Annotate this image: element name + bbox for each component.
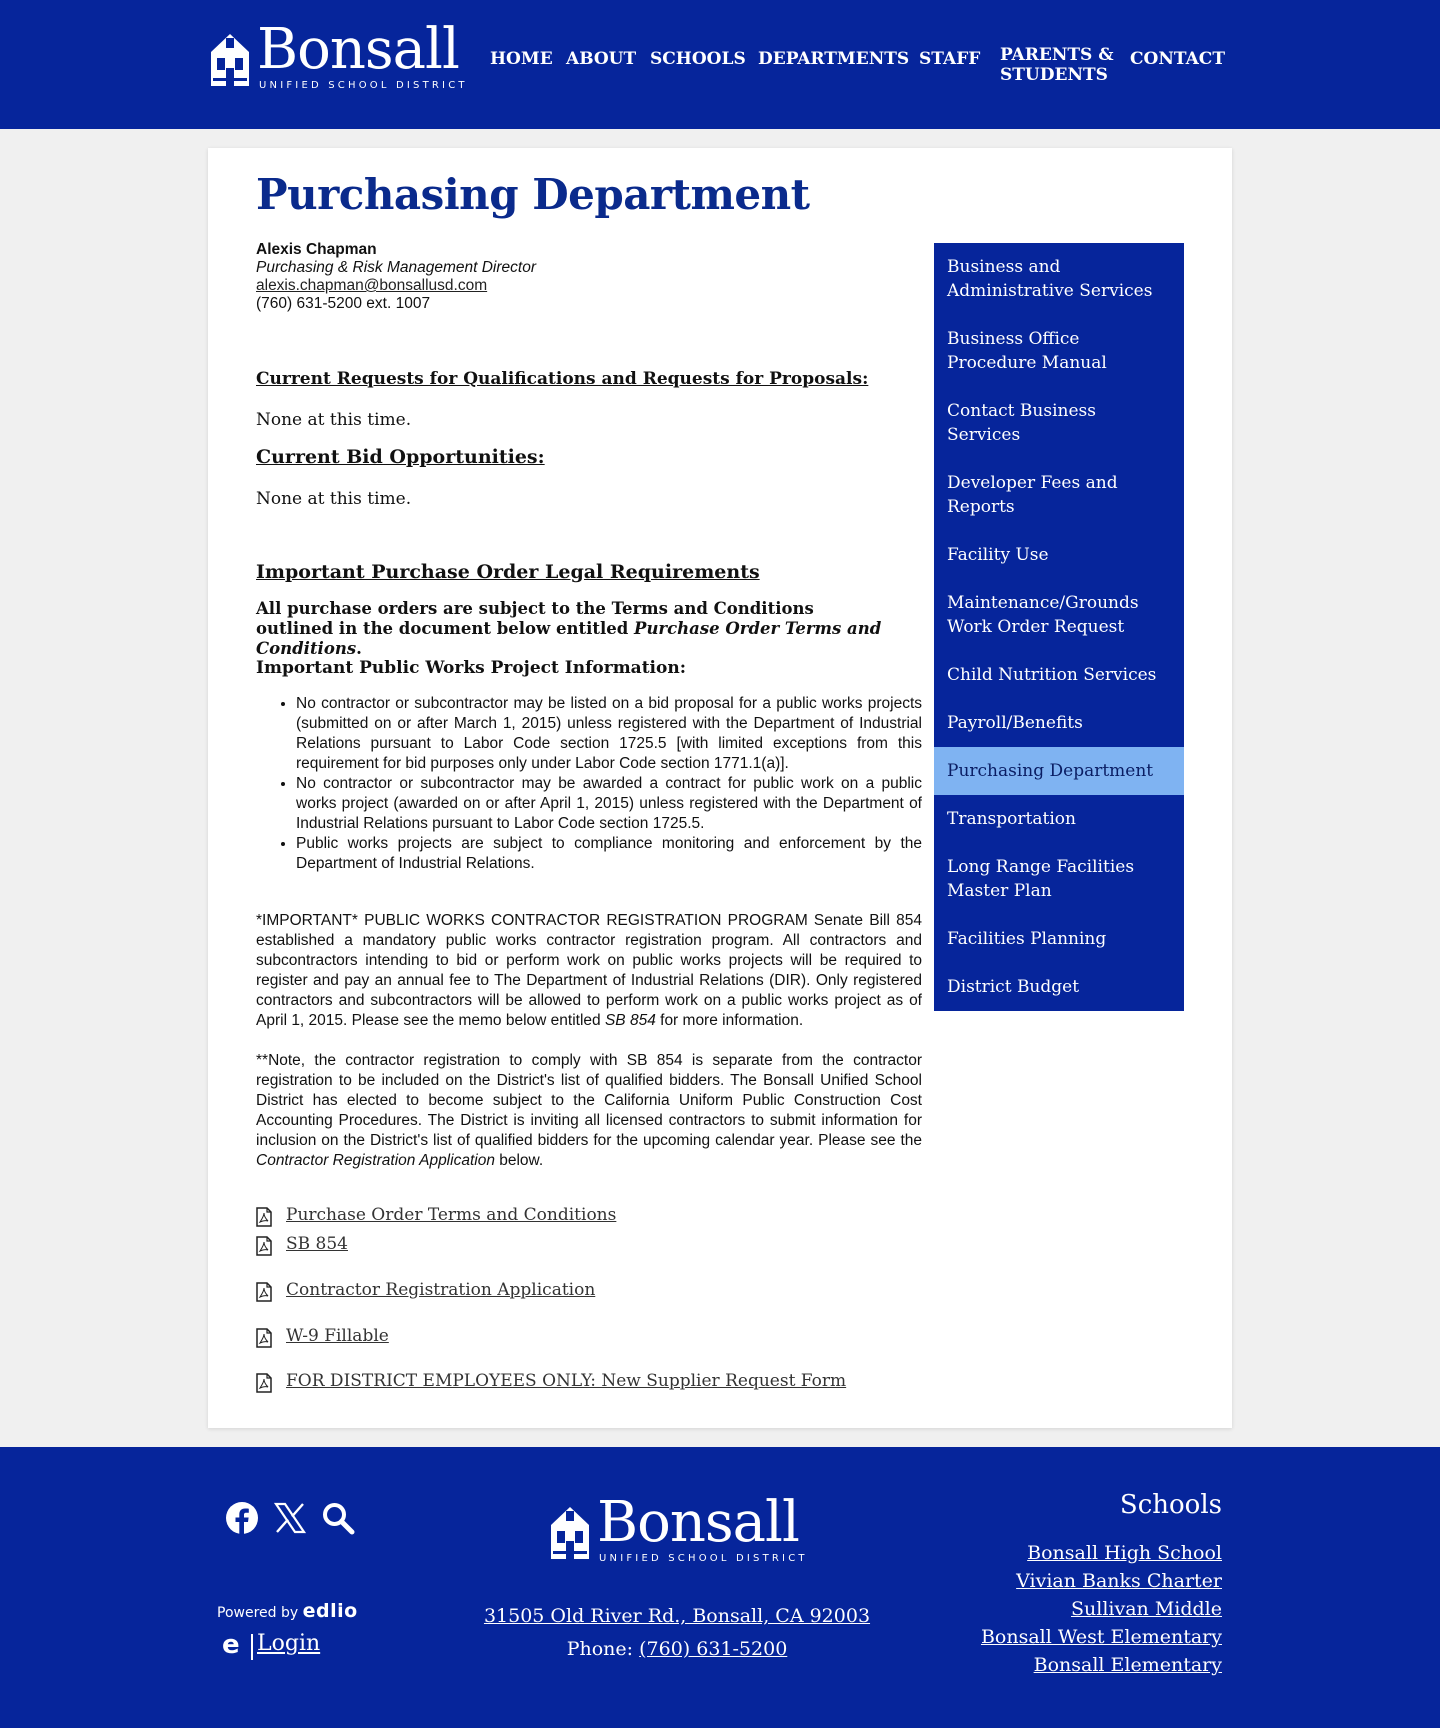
sidebar-item-district-budget[interactable]: District Budget (947, 977, 1080, 997)
contact-email-link[interactable]: alexis.chapman@bonsallusd.com (256, 277, 488, 294)
pdf-icon (256, 1373, 272, 1393)
legal-heading: Important Purchase Order Legal Requirements (256, 561, 760, 583)
important-text: *IMPORTANT* PUBLIC WORKS CONTRACTOR REGISTRATION PROGRAM Senate Bill 854 established a mandatory public works contractor registration program. All contractors and subcontractors intending to bid or perform work on public works projects will be required to register and pay an annual fee to The Department of Industrial Relations (DIR). Only registered contractors and subcontractors will be allowed to perform work on a public works project as of April 1, 2015. Please see the memo below entitled (256, 912, 922, 1029)
logo-subtitle: UNIFIED SCHOOL DISTRICT (259, 80, 468, 91)
legal-text (256, 599, 896, 659)
x-icon[interactable] (273, 1501, 307, 1535)
login-link[interactable]: Login (257, 1631, 321, 1656)
logo-wordmark: Bonsall (257, 17, 459, 82)
phone-label: Phone: (566, 1638, 640, 1660)
school-link-bonsall-west[interactable]: Bonsall West Elementary (980, 1626, 1222, 1648)
legal-text-main: All purchase orders are subject to the Terms and Conditions outlined in the document below entitled (256, 599, 814, 638)
sidebar-item-developer-fees[interactable]: Developer Fees and Reports (947, 473, 1118, 517)
nav-parents-line-1: PARENTS & (1000, 45, 1114, 65)
sidebar-item-maintenance[interactable]: Maintenance/Grounds Work Order Request (947, 593, 1139, 637)
sidebar-item-transportation[interactable]: Transportation (947, 809, 1076, 829)
main-content-card (208, 148, 1232, 1428)
list-item: • Public works projects are subject to compliance monitoring and enforcement by the Department of Industrial Relations. (296, 834, 922, 874)
note-text: **Note, the contractor registration to comply with SB 854 is separate from the contractor registration to be included on the District's list of qualified bidders. The Bonsall Unified School District has elected to become subject to the California Uniform Public Construction Cost Accounting Procedures. The District is inviting all licensed contractors to submit information for inclusion on the District's list of qualified bidders for the upcoming calendar year. Please see the (256, 1052, 922, 1149)
document-link-sb854[interactable]: SB 854 (286, 1234, 348, 1254)
public-works-list (256, 694, 922, 874)
search-icon[interactable] (321, 1501, 355, 1535)
schoolhouse-logo-icon (209, 32, 251, 88)
important-end: for more information. (655, 1012, 804, 1029)
address-link[interactable]: 31505 Old River Rd., Bonsall, CA 92003 (483, 1605, 871, 1627)
list-item: • No contractor or subcontractor may be listed on a bid proposal for a public works projects (submitted on or after March 1, 2015) unless registered with the Department of Industrial Relations pursuant to Labor Code section 1725.5 [with limited exceptions from this requirement for bid purposes only under Labor Code section 1771.1(a)]. (296, 694, 922, 774)
sidebar-item-payroll[interactable]: Payroll/Benefits (947, 713, 1083, 733)
rfq-heading: Current Requests for Qualifications and Requests for Proposals: (256, 369, 869, 389)
nav-about[interactable]: ABOUT (566, 49, 637, 69)
pdf-icon (256, 1207, 272, 1227)
nav-home[interactable]: HOME (490, 49, 553, 69)
phone-link[interactable]: (760) 631-5200 (639, 1638, 788, 1660)
sidebar-item-contact-business[interactable]: Contact Business Services (947, 401, 1096, 445)
sidebar-item-long-range-facilities[interactable]: Long Range Facilities Master Plan (947, 857, 1135, 901)
powered-by-label: Powered by (217, 1605, 303, 1621)
contact-block (256, 241, 536, 313)
note-paragraph (256, 1051, 922, 1171)
site-logo[interactable] (209, 17, 468, 92)
sidebar-item-child-nutrition[interactable]: Child Nutrition Services (947, 665, 1157, 685)
bid-text: None at this time. (256, 489, 412, 509)
legal-text-end: . (356, 639, 362, 658)
document-link-new-supplier[interactable]: FOR DISTRICT EMPLOYEES ONLY: New Supplier Request Form (286, 1371, 847, 1391)
footer-logo-wordmark: Bonsall (597, 1490, 799, 1555)
important-italic: SB 854 (604, 1012, 656, 1029)
bid-heading: Current Bid Opportunities: (256, 446, 545, 468)
footer-logo-subtitle: UNIFIED SCHOOL DISTRICT (599, 1553, 808, 1564)
nav-departments[interactable]: DEPARTMENTS (758, 49, 910, 69)
contact-role: Purchasing & Risk Management Director (256, 259, 536, 276)
department-sidebar (934, 243, 1184, 1011)
school-link-sullivan-middle[interactable]: Sullivan Middle (1071, 1598, 1222, 1620)
nav-parents-line-2: STUDENTS (1000, 65, 1108, 85)
pdf-icon (256, 1282, 272, 1302)
nav-schools[interactable]: SCHOOLS (650, 49, 746, 69)
school-link-vivian-banks[interactable]: Vivian Banks Charter (1016, 1570, 1222, 1592)
list-item: • No contractor or subcontractor may be awarded a contract for public work on a public works project (awarded on or after April 1, 2015) unless registered with the Department of Industrial Relations pursuant to Labor Code section 1725.5. (296, 774, 922, 834)
site-footer (0, 1447, 1440, 1728)
note-italic: Contractor Registration Application (256, 1152, 495, 1169)
school-link-bonsall-high[interactable]: Bonsall High School (1027, 1542, 1222, 1564)
legal-text-doc-title: Purchase Order Terms and Conditions (256, 619, 882, 658)
important-paragraph (256, 911, 922, 1031)
sidebar-item-business-admin[interactable]: Business and Administrative Services (947, 257, 1153, 301)
sidebar-item-procedure-manual[interactable]: Business Office Procedure Manual (947, 329, 1107, 373)
pdf-icon (256, 1236, 272, 1256)
pdf-icon (256, 1328, 272, 1348)
public-works-heading: Important Public Works Project Information: (256, 658, 686, 678)
nav-staff[interactable]: STAFF (919, 49, 981, 69)
contact-phone: (760) 631-5200 ext. 1007 (256, 295, 431, 312)
document-link-po-terms[interactable]: Purchase Order Terms and Conditions (286, 1205, 617, 1225)
school-link-bonsall-elementary[interactable]: Bonsall Elementary (1033, 1654, 1222, 1676)
document-link-contractor-registration[interactable]: Contractor Registration Application (286, 1280, 596, 1300)
contact-name: Alexis Chapman (256, 241, 377, 258)
edlio-login-icon[interactable]: e (222, 1630, 240, 1660)
schools-heading: Schools (1119, 1490, 1222, 1520)
schools-list (981, 1539, 1222, 1679)
edlio-brand: edlio (302, 1600, 358, 1622)
rfq-text: None at this time. (256, 410, 412, 430)
sidebar-item-facility-use[interactable]: Facility Use (947, 545, 1049, 565)
sidebar-item-purchasing[interactable]: Purchasing Department (934, 747, 1184, 795)
sidebar-item-facilities-planning[interactable]: Facilities Planning (947, 929, 1107, 949)
site-header (0, 0, 1440, 129)
document-link-w9[interactable]: W-9 Fillable (286, 1326, 389, 1346)
note-end: below. (494, 1152, 544, 1169)
footer-logo[interactable] (549, 1490, 808, 1565)
schoolhouse-logo-icon (549, 1505, 591, 1561)
nav-contact[interactable]: CONTACT (1130, 49, 1225, 69)
page-title: Purchasing Department (256, 170, 810, 219)
nav-parents-students[interactable] (1000, 45, 1114, 85)
facebook-icon[interactable] (225, 1501, 259, 1535)
